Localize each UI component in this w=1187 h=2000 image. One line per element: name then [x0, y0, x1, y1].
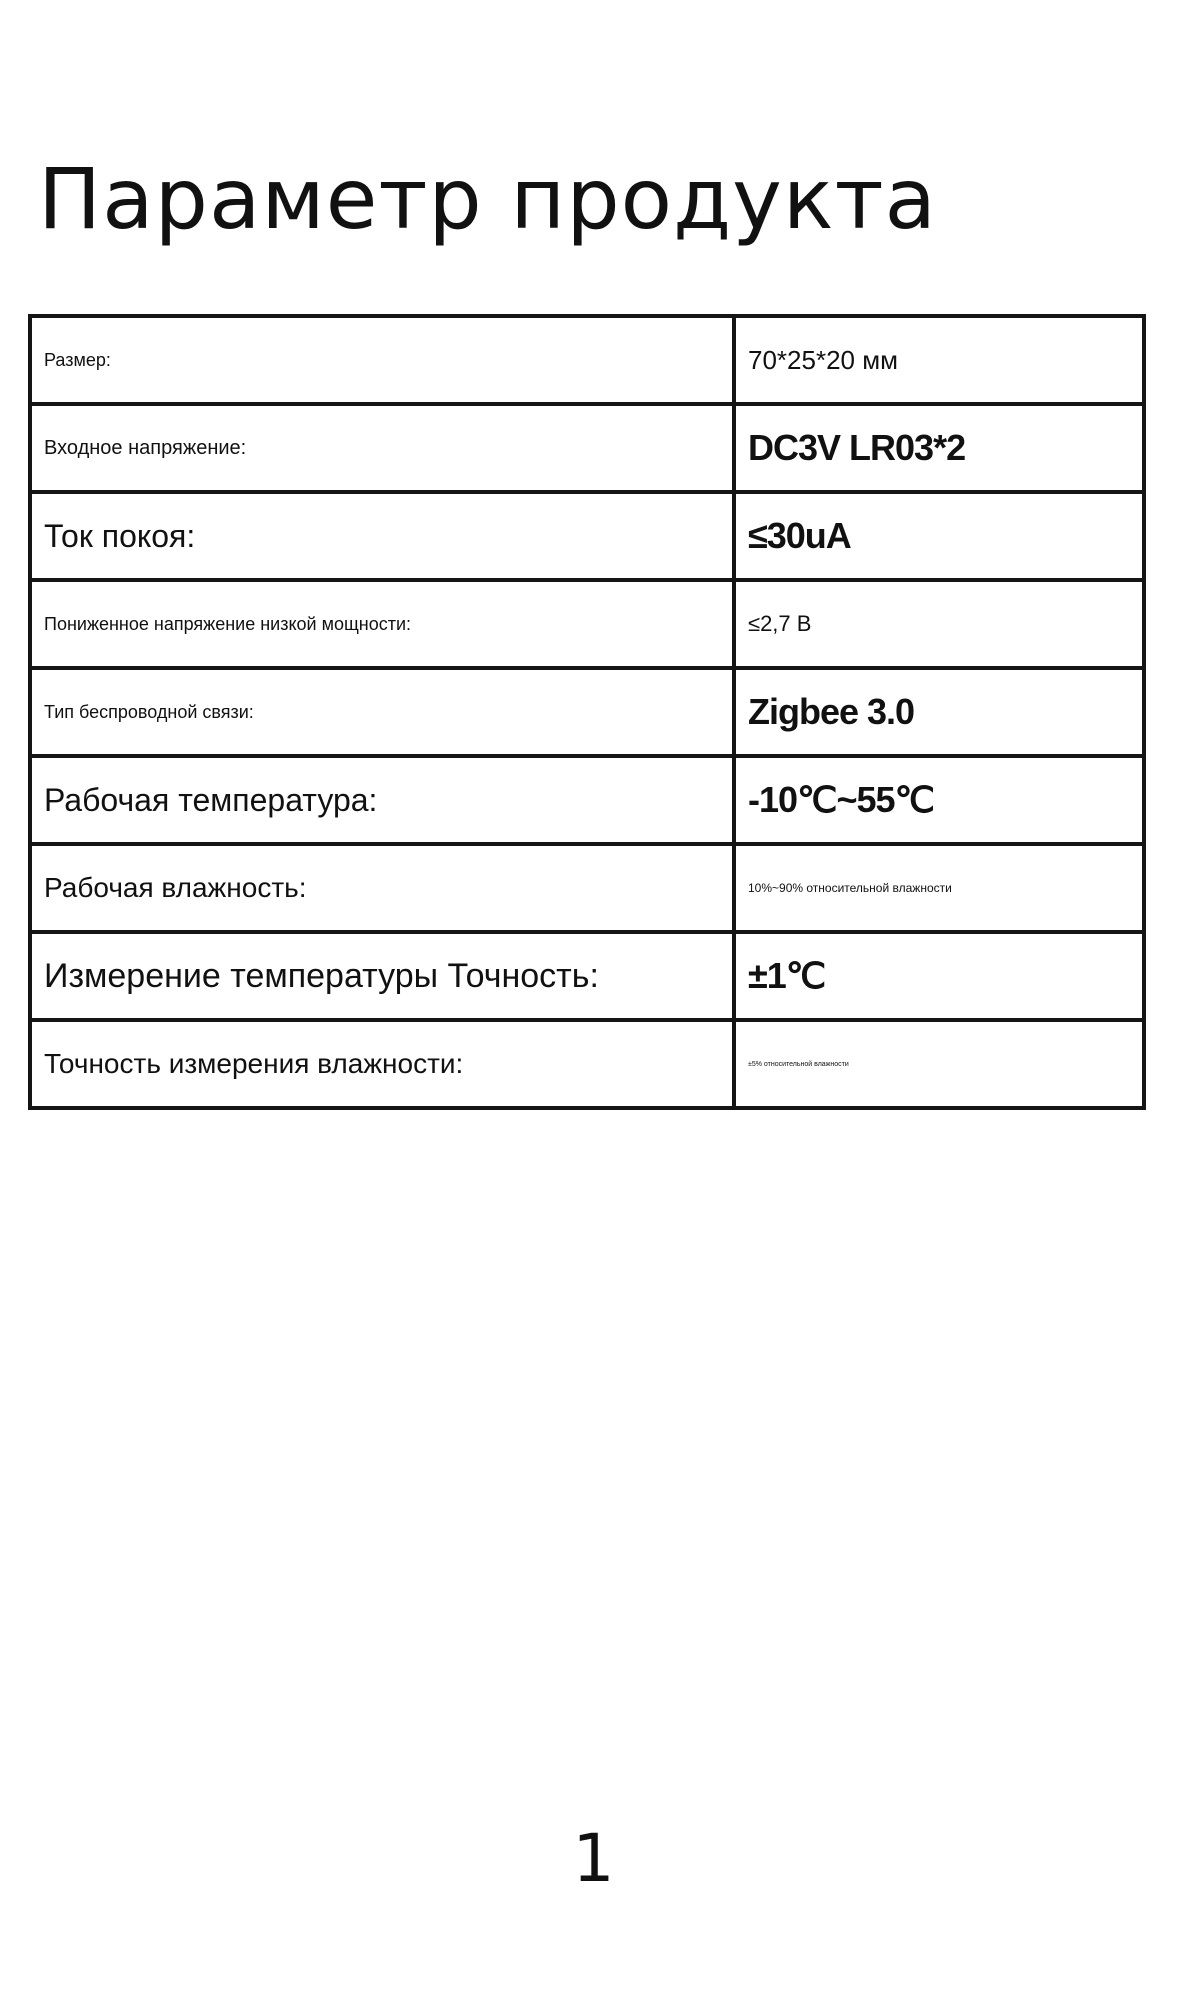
spec-row-humidity-accuracy: [30, 1020, 1144, 1108]
spec-label: Рабочая влажность:: [30, 844, 734, 932]
spec-row-low-voltage: [30, 580, 1144, 668]
spec-label: Точность измерения влажности:: [30, 1020, 734, 1108]
spec-label: Пониженное напряжение низкой мощности:: [30, 580, 734, 668]
spec-row-wireless-type: [30, 668, 1144, 756]
spec-value: Zigbee 3.0: [734, 668, 1144, 756]
spec-row-operating-humidity: [30, 844, 1144, 932]
spec-value: -10℃~55℃: [734, 756, 1144, 844]
spec-label: Тип беспроводной связи:: [30, 668, 734, 756]
spec-value: ±5% относительной влажности: [734, 1020, 1144, 1108]
spec-label: Размер:: [30, 316, 734, 404]
spec-row-input-voltage: [30, 404, 1144, 492]
spec-value: DC3V LR03*2: [734, 404, 1144, 492]
page-number: 1: [572, 1820, 615, 1897]
page-title: Параметр продукта: [38, 150, 937, 248]
spec-value: ±1℃: [734, 932, 1144, 1020]
spec-value: 10%~90% относительной влажности: [734, 844, 1144, 932]
spec-value: 70*25*20 мм: [734, 316, 1144, 404]
spec-label: Ток покоя:: [30, 492, 734, 580]
spec-row-quiescent-current: [30, 492, 1144, 580]
spec-label: Входное напряжение:: [30, 404, 734, 492]
spec-row-operating-temperature: [30, 756, 1144, 844]
spec-label: Измерение температуры Точность:: [30, 932, 734, 1020]
spec-table: [28, 314, 1146, 1110]
spec-value: ≤30uA: [734, 492, 1144, 580]
spec-row-size: [30, 316, 1144, 404]
spec-row-temperature-accuracy: [30, 932, 1144, 1020]
spec-label: Рабочая температура:: [30, 756, 734, 844]
spec-value: ≤2,7 В: [734, 580, 1144, 668]
